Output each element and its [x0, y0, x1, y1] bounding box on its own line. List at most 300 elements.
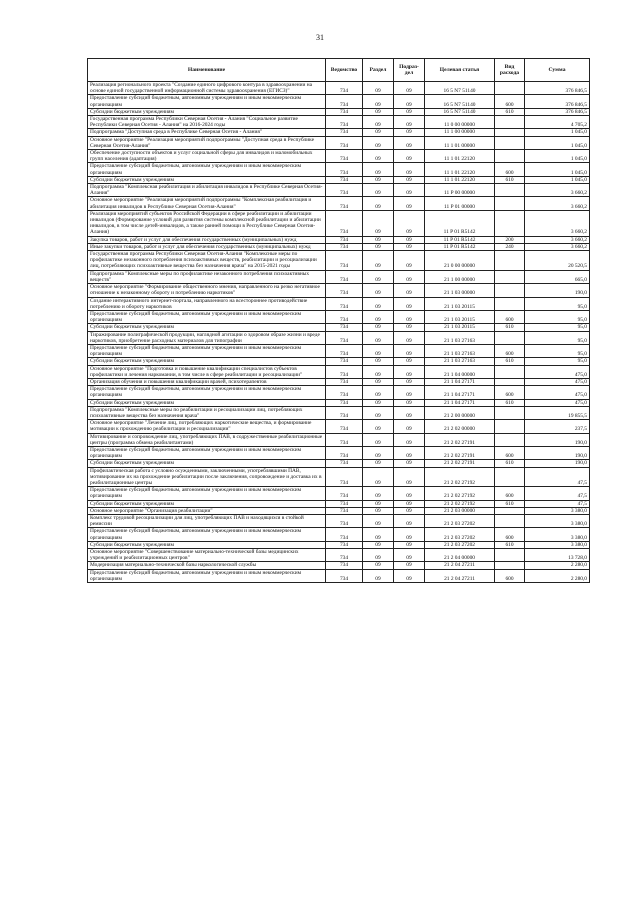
table-row — [88, 251, 590, 271]
table-cell-name: Подпрограмма "Комплексные меры по реабилитации и ресоциализации лиц, потребляющих психоактивные вещества без назначения врача" — [88, 406, 326, 419]
table-cell-section: 09 — [363, 344, 394, 357]
table-cell-section: 09 — [363, 515, 394, 528]
table-cell-exp-type — [495, 251, 525, 271]
table-cell-subsection: 09 — [394, 507, 425, 514]
table-cell-exp-type: 240 — [495, 243, 525, 250]
table-cell-amount: 3 660,2 — [525, 197, 590, 210]
table-cell-section: 09 — [363, 378, 394, 385]
table-cell-name: Тиражирование полиграфической продукции, наглядной агитации о здоровом образе жизни и вреде наркотиков, приобретение расходных материалов для типографии — [88, 331, 326, 344]
table-cell-exp-type: 610 — [495, 399, 525, 406]
table-cell-dept: 734 — [326, 129, 363, 136]
table-cell-target: 21 2 03 27202 — [425, 515, 495, 528]
table-cell-exp-type — [495, 365, 525, 378]
table-cell-name: Подпрограмма "Комплексные меры по профилактике незаконного потребления психоактивных веществ" — [88, 270, 326, 283]
table-cell-section: 09 — [363, 95, 394, 108]
table-cell-name: Субсидии бюджетным учреждениям — [88, 176, 326, 183]
table-row — [88, 310, 590, 323]
table-cell-amount: 1 045,0 — [525, 150, 590, 163]
table-cell-dept: 734 — [326, 515, 363, 528]
table-cell-exp-type: 610 — [495, 324, 525, 331]
table-row — [88, 406, 590, 419]
table-cell-exp-type — [495, 549, 525, 562]
table-cell-amount: 95,0 — [525, 297, 590, 310]
table-cell-section: 09 — [363, 297, 394, 310]
table-cell-name: Предоставление субсидий бюджетным, автономным учреждениям и иным некоммерческим организациям — [88, 569, 326, 582]
table-cell-target: 21 1 04 27171 — [425, 386, 495, 399]
table-cell-dept: 734 — [326, 150, 363, 163]
table-cell-exp-type: 610 — [495, 460, 525, 467]
table-row — [88, 82, 590, 95]
table-row — [88, 324, 590, 331]
header-amount: Сумма — [525, 59, 590, 82]
table-cell-subsection: 09 — [394, 95, 425, 108]
table-cell-subsection: 09 — [394, 378, 425, 385]
table-cell-section: 09 — [363, 549, 394, 562]
table-cell-target: 11 1 01 22120 — [425, 176, 495, 183]
table-cell-amount: 3 380,0 — [525, 515, 590, 528]
table-cell-dept: 734 — [326, 184, 363, 197]
table-cell-dept: 734 — [326, 251, 363, 271]
table-cell-amount: 19 855,5 — [525, 406, 590, 419]
table-cell-target: 21 2 02 27191 — [425, 446, 495, 459]
table-cell-name: Субсидии бюджетным учреждениям — [88, 358, 326, 365]
table-cell-section: 09 — [363, 136, 394, 149]
table-cell-subsection: 09 — [394, 284, 425, 297]
table-cell-section: 09 — [363, 108, 394, 115]
table-cell-amount: 475,0 — [525, 378, 590, 385]
table-cell-target: 21 2 02 27191 — [425, 433, 495, 446]
table-cell-exp-type — [495, 406, 525, 419]
header-section: Раздел — [363, 59, 394, 82]
table-cell-target: 21 1 03 20115 — [425, 310, 495, 323]
table-cell-dept: 734 — [326, 386, 363, 399]
table-cell-target: 21 0 00 00000 — [425, 251, 495, 271]
table-cell-name: Предоставление субсидий бюджетным, автономным учреждениям и иным некоммерческим организациям — [88, 163, 326, 176]
table-row — [88, 210, 590, 236]
header-subsection: Подраз-дел — [394, 59, 425, 82]
table-cell-section: 09 — [363, 562, 394, 569]
table-cell-exp-type: 610 — [495, 358, 525, 365]
table-cell-exp-type — [495, 150, 525, 163]
table-cell-dept: 734 — [326, 270, 363, 283]
table-cell-name: Реализация мероприятий субъектов Российской Федерации в сфере реабилитации и абилитации инвалидов (Формирование условий для развития системы комплексной реабилитации и абилитации инвалидов, в том числе детей-инвалидов, а также ранней помощи в Республике Северная Осетия-Алания) — [88, 210, 326, 236]
table-cell-target: 21 1 03 27163 — [425, 344, 495, 357]
table-cell-amount: 3 380,0 — [525, 541, 590, 548]
table-cell-section: 09 — [363, 331, 394, 344]
table-row — [88, 136, 590, 149]
table-row — [88, 358, 590, 365]
table-cell-target: 21 1 04 27171 — [425, 378, 495, 385]
table-cell-dept: 734 — [326, 116, 363, 129]
table-cell-section: 09 — [363, 236, 394, 243]
table-cell-target: 21 1 04 00000 — [425, 365, 495, 378]
table-row — [88, 515, 590, 528]
table-cell-section: 09 — [363, 163, 394, 176]
table-row — [88, 176, 590, 183]
table-cell-amount: 1 045,0 — [525, 163, 590, 176]
table-row — [88, 446, 590, 459]
table-cell-amount: 3 380,0 — [525, 528, 590, 541]
table-cell-amount: 475,0 — [525, 399, 590, 406]
table-cell-exp-type: 600 — [495, 528, 525, 541]
table-cell-exp-type: 600 — [495, 487, 525, 500]
table-row — [88, 569, 590, 582]
table-cell-subsection: 09 — [394, 150, 425, 163]
table-cell-name: Организация обучения и повышения квалификации врачей, психотерапевтов — [88, 378, 326, 385]
table-cell-target: 21 2 02 27192 — [425, 467, 495, 487]
table-cell-target: 16 5 N7 51140 — [425, 108, 495, 115]
table-row — [88, 129, 590, 136]
table-cell-name: Предоставление субсидий бюджетным, автономным учреждениям и иным некоммерческим организациям — [88, 446, 326, 459]
table-cell-dept: 734 — [326, 95, 363, 108]
table-cell-amount: 47,5 — [525, 500, 590, 507]
table-cell-name: Модернизация материально-технической базы наркологической службы — [88, 562, 326, 569]
table-cell-target: 21 2 04 27211 — [425, 569, 495, 582]
table-cell-target: 21 2 04 27211 — [425, 562, 495, 569]
table-cell-exp-type: 610 — [495, 541, 525, 548]
table-cell-subsection: 09 — [394, 406, 425, 419]
table-cell-section: 09 — [363, 406, 394, 419]
table-cell-dept: 734 — [326, 82, 363, 95]
table-row — [88, 460, 590, 467]
table-cell-exp-type — [495, 82, 525, 95]
table-cell-subsection: 09 — [394, 82, 425, 95]
table-cell-subsection: 09 — [394, 515, 425, 528]
table-cell-target: 11 P 00 00000 — [425, 184, 495, 197]
table-cell-name: Иные закупки товаров, работ и услуг для обеспечения государственных (муниципальных) нужд — [88, 243, 326, 250]
table-cell-name: Реализация регионального проекта "Создание единого цифрового контура в здравоохранении на основе единой государственной информационной системы здравоохранения (ЕГИСЗ)" — [88, 82, 326, 95]
table-cell-exp-type — [495, 562, 525, 569]
table-cell-exp-type — [495, 378, 525, 385]
table-cell-dept: 734 — [326, 108, 363, 115]
table-cell-exp-type: 610 — [495, 176, 525, 183]
table-cell-target: 21 2 02 27192 — [425, 500, 495, 507]
table-cell-dept: 734 — [326, 500, 363, 507]
table-cell-amount: 237,5 — [525, 420, 590, 433]
table-cell-exp-type: 600 — [495, 344, 525, 357]
table-row — [88, 378, 590, 385]
table-cell-amount: 1 045,0 — [525, 176, 590, 183]
table-row — [88, 284, 590, 297]
header-name: Наименование — [88, 59, 326, 82]
table-cell-name: Комплекс трудовой ресоциализации для лиц, употребляющих ПАВ и находящихся в стойкой ремиссии — [88, 515, 326, 528]
budget-table — [87, 58, 590, 583]
table-cell-section: 09 — [363, 116, 394, 129]
table-cell-subsection: 09 — [394, 386, 425, 399]
table-cell-name: Основное мероприятие "Подготовка и повышение квалификации специалистов субъектов профилактики и лечения наркомании, в том числе в сфере реабилитации и ресоциализации" — [88, 365, 326, 378]
table-cell-dept: 734 — [326, 284, 363, 297]
table-cell-name: Предоставление субсидий бюджетным, автономным учреждениям и иным некоммерческим организациям — [88, 487, 326, 500]
table-cell-amount: 1 045,0 — [525, 129, 590, 136]
table-cell-subsection: 09 — [394, 446, 425, 459]
table-cell-dept: 734 — [326, 324, 363, 331]
table-cell-exp-type — [495, 270, 525, 283]
table-cell-subsection: 09 — [394, 197, 425, 210]
table-row — [88, 236, 590, 243]
table-cell-subsection: 09 — [394, 243, 425, 250]
table-row — [88, 243, 590, 250]
table-cell-amount: 376 846,5 — [525, 108, 590, 115]
table-cell-name: Субсидии бюджетным учреждениям — [88, 324, 326, 331]
table-cell-section: 09 — [363, 82, 394, 95]
table-cell-subsection: 09 — [394, 420, 425, 433]
table-cell-name: Обеспечение доступности объектов и услуг социальной сферы для инвалидов и маломобильных групп населения (адаптация) — [88, 150, 326, 163]
table-cell-amount: 3 380,0 — [525, 507, 590, 514]
table-cell-target: 21 1 03 00000 — [425, 284, 495, 297]
table-cell-subsection: 09 — [394, 163, 425, 176]
table-cell-target: 21 1 03 20115 — [425, 324, 495, 331]
table-cell-exp-type — [495, 116, 525, 129]
table-cell-section: 09 — [363, 310, 394, 323]
table-cell-target: 11 P 01 R5142 — [425, 210, 495, 236]
table-row — [88, 197, 590, 210]
table-cell-exp-type — [495, 433, 525, 446]
header-exp-type: Вид расхода — [495, 59, 525, 82]
table-cell-section: 09 — [363, 150, 394, 163]
table-row — [88, 150, 590, 163]
table-row — [88, 467, 590, 487]
table-cell-target: 16 5 N7 51140 — [425, 95, 495, 108]
table-cell-subsection: 09 — [394, 460, 425, 467]
table-cell-name: Основное мероприятие "Реализация мероприятий подпрограммы "Комплексная реабилитация и абилитация инвалидов в Республике Северная Осетия-Алания" — [88, 197, 326, 210]
table-cell-name: Закупка товаров, работ и услуг для обеспечения государственных (муниципальных) нужд — [88, 236, 326, 243]
table-cell-subsection: 09 — [394, 569, 425, 582]
header-dept: Ведомство — [326, 59, 363, 82]
table-cell-amount: 475,0 — [525, 386, 590, 399]
table-cell-amount: 95,0 — [525, 310, 590, 323]
table-cell-subsection: 09 — [394, 467, 425, 487]
table-cell-subsection: 09 — [394, 324, 425, 331]
table-cell-section: 09 — [363, 446, 394, 459]
table-cell-dept: 734 — [326, 569, 363, 582]
table-cell-dept: 734 — [326, 541, 363, 548]
table-cell-subsection: 09 — [394, 297, 425, 310]
table-cell-name: Подпрограмма "Доступная среда в Республике Северная Осетия - Алания" — [88, 129, 326, 136]
table-cell-dept: 734 — [326, 331, 363, 344]
table-cell-name: Государственная программа Республики Северная Осетия - Алания "Социальное развитие Республики Северная Осетия - Алания" на 2016-2024 годы — [88, 116, 326, 129]
table-cell-target: 21 1 04 27171 — [425, 399, 495, 406]
table-cell-amount: 3 660,2 — [525, 236, 590, 243]
table-cell-amount: 95,0 — [525, 331, 590, 344]
table-cell-dept: 734 — [326, 406, 363, 419]
table-cell-amount: 190,0 — [525, 433, 590, 446]
table-cell-name: Основное мероприятие "Лечение лиц, потребляющих наркотические вещества, и формирование мотивации к прохождению реабилитации и ресоциализации" — [88, 420, 326, 433]
table-cell-dept: 734 — [326, 236, 363, 243]
table-cell-target: 21 1 00 00000 — [425, 270, 495, 283]
table-cell-subsection: 09 — [394, 129, 425, 136]
table-cell-section: 09 — [363, 176, 394, 183]
table-row — [88, 184, 590, 197]
table-cell-section: 09 — [363, 386, 394, 399]
table-cell-exp-type — [495, 284, 525, 297]
table-row — [88, 433, 590, 446]
table-cell-target: 11 P 01 R5142 — [425, 236, 495, 243]
table-row — [88, 365, 590, 378]
table-cell-amount: 475,0 — [525, 365, 590, 378]
table-row — [88, 420, 590, 433]
table-cell-dept: 734 — [326, 562, 363, 569]
header-target: Целевая статья — [425, 59, 495, 82]
page-number: 31 — [316, 33, 324, 42]
table-row — [88, 507, 590, 514]
table-cell-section: 09 — [363, 500, 394, 507]
table-cell-section: 09 — [363, 569, 394, 582]
table-cell-name: Субсидии бюджетным учреждениям — [88, 541, 326, 548]
table-cell-subsection: 09 — [394, 562, 425, 569]
table-row — [88, 270, 590, 283]
table-row — [88, 487, 590, 500]
table-cell-exp-type — [495, 515, 525, 528]
table-cell-exp-type: 200 — [495, 236, 525, 243]
table-row — [88, 500, 590, 507]
table-row — [88, 562, 590, 569]
table-cell-exp-type: 600 — [495, 310, 525, 323]
table-cell-name: Субсидии бюджетным учреждениям — [88, 460, 326, 467]
table-cell-amount: 3 660,2 — [525, 243, 590, 250]
table-cell-amount: 190,0 — [525, 446, 590, 459]
table-cell-section: 09 — [363, 507, 394, 514]
table-cell-dept: 734 — [326, 136, 363, 149]
table-row — [88, 331, 590, 344]
table-header-row — [88, 59, 590, 82]
table-cell-dept: 734 — [326, 163, 363, 176]
table-cell-section: 09 — [363, 365, 394, 378]
table-cell-section: 09 — [363, 467, 394, 487]
table-cell-amount: 13 728,0 — [525, 549, 590, 562]
table-cell-subsection: 09 — [394, 136, 425, 149]
table-cell-subsection: 09 — [394, 310, 425, 323]
table-cell-amount: 95,0 — [525, 344, 590, 357]
table-cell-subsection: 09 — [394, 549, 425, 562]
table-row — [88, 344, 590, 357]
table-cell-name: Субсидии бюджетным учреждениям — [88, 500, 326, 507]
table-cell-name: Основное мероприятие "Совершенствование материально-технической базы медицинских учреждений и реабилитационных центров" — [88, 549, 326, 562]
table-cell-target: 11 1 01 22120 — [425, 163, 495, 176]
table-cell-target: 21 2 04 00000 — [425, 549, 495, 562]
table-cell-subsection: 09 — [394, 358, 425, 365]
table-row — [88, 95, 590, 108]
table-cell-section: 09 — [363, 270, 394, 283]
table-cell-section: 09 — [363, 528, 394, 541]
table-cell-section: 09 — [363, 399, 394, 406]
table-cell-target: 11 1 00 00000 — [425, 129, 495, 136]
table-cell-exp-type — [495, 507, 525, 514]
table-cell-exp-type: 600 — [495, 446, 525, 459]
table-cell-dept: 734 — [326, 176, 363, 183]
table-cell-target: 21 2 02 27191 — [425, 460, 495, 467]
table-cell-dept: 734 — [326, 420, 363, 433]
table-cell-dept: 734 — [326, 197, 363, 210]
table-cell-dept: 734 — [326, 358, 363, 365]
table-row — [88, 108, 590, 115]
table-cell-target: 21 2 02 00000 — [425, 420, 495, 433]
table-cell-amount: 47,5 — [525, 487, 590, 500]
table-cell-exp-type: 600 — [495, 386, 525, 399]
table-cell-exp-type: 600 — [495, 569, 525, 582]
table-cell-amount: 95,0 — [525, 358, 590, 365]
table-cell-exp-type: 610 — [495, 108, 525, 115]
table-cell-section: 09 — [363, 284, 394, 297]
table-cell-dept: 734 — [326, 344, 363, 357]
table-cell-amount: 190,0 — [525, 460, 590, 467]
table-cell-target: 11 P 01 R5142 — [425, 243, 495, 250]
table-cell-subsection: 09 — [394, 399, 425, 406]
table-cell-dept: 734 — [326, 467, 363, 487]
table-cell-target: 21 1 03 20115 — [425, 297, 495, 310]
table-cell-name: Основное мероприятие "Реализация мероприятий подпрограммы "Доступная среда в Республике Северная Осетия-Алания" — [88, 136, 326, 149]
table-cell-subsection: 09 — [394, 331, 425, 344]
table-cell-target: 21 2 03 00000 — [425, 507, 495, 514]
table-cell-amount: 95,0 — [525, 324, 590, 331]
table-cell-name: Государственная программа Республики Северная Осетия-Алания "Комплексные меры по профилактике незаконного потребления психоактивных веществ, реабилитации и ресоциализации лиц, потребляющих психоактивные вещества без назначения врача" на 2015-2021 годы — [88, 251, 326, 271]
table-cell-name: Предоставление субсидий бюджетным, автономным учреждениям и иным некоммерческим организациям — [88, 386, 326, 399]
table-cell-subsection: 09 — [394, 487, 425, 500]
table-cell-subsection: 09 — [394, 365, 425, 378]
table-cell-name: Предоставление субсидий бюджетным, автономным учреждениям и иным некоммерческим организациям — [88, 344, 326, 357]
table-row — [88, 549, 590, 562]
table-cell-dept: 734 — [326, 378, 363, 385]
table-cell-target: 11 0 00 00000 — [425, 116, 495, 129]
table-cell-name: Основное мероприятие "Организация реабилитации" — [88, 507, 326, 514]
table-cell-amount: 2 280,0 — [525, 562, 590, 569]
table-cell-exp-type — [495, 331, 525, 344]
table-cell-target: 21 2 00 00000 — [425, 406, 495, 419]
table-cell-amount: 4 705,2 — [525, 116, 590, 129]
table-cell-subsection: 09 — [394, 500, 425, 507]
table-cell-subsection: 09 — [394, 528, 425, 541]
table-row — [88, 116, 590, 129]
table-cell-section: 09 — [363, 460, 394, 467]
table-cell-exp-type: 610 — [495, 500, 525, 507]
table-cell-subsection: 09 — [394, 251, 425, 271]
table-cell-dept: 734 — [326, 460, 363, 467]
table-cell-exp-type — [495, 197, 525, 210]
table-cell-name: Создание интерактивного интернет-портала, направленного на всестороннее противодействие потреблению и обороту наркотиков — [88, 297, 326, 310]
table-cell-section: 09 — [363, 420, 394, 433]
table-cell-amount: 20 520,5 — [525, 251, 590, 271]
table-cell-amount: 1 045,0 — [525, 136, 590, 149]
table-row — [88, 528, 590, 541]
table-cell-subsection: 09 — [394, 176, 425, 183]
table-row — [88, 297, 590, 310]
table-cell-target: 16 5 N7 51140 — [425, 82, 495, 95]
table-row — [88, 399, 590, 406]
table-row — [88, 541, 590, 548]
table-cell-name: Мотивирование и сопровождение лиц, употребляющих ПАВ, в содружественные реабилитационные центры (программа обмена реабилитантами) — [88, 433, 326, 446]
table-cell-amount: 376 846,5 — [525, 82, 590, 95]
table-cell-name: Предоставление субсидий бюджетным, автономным учреждениям и иным некоммерческим организациям — [88, 528, 326, 541]
table-cell-exp-type: 600 — [495, 163, 525, 176]
table-cell-amount: 3 660,2 — [525, 184, 590, 197]
table-cell-name: Субсидии бюджетным учреждениям — [88, 108, 326, 115]
table-cell-name: Подпрограмма "Комплексная реабилитация и абилитация инвалидов в Республике Северная Осетия-Алания" — [88, 184, 326, 197]
table-cell-section: 09 — [363, 358, 394, 365]
table-cell-dept: 734 — [326, 487, 363, 500]
table-cell-name: Предоставление субсидий бюджетным, автономным учреждениям и иным некоммерческим организациям — [88, 310, 326, 323]
table-cell-amount: 2 280,0 — [525, 569, 590, 582]
table-cell-subsection: 09 — [394, 116, 425, 129]
table-cell-dept: 734 — [326, 210, 363, 236]
table-cell-name: Субсидии бюджетным учреждениям — [88, 399, 326, 406]
table-cell-section: 09 — [363, 433, 394, 446]
table-cell-section: 09 — [363, 487, 394, 500]
table-cell-subsection: 09 — [394, 210, 425, 236]
table-row — [88, 163, 590, 176]
table-cell-target: 21 1 03 27163 — [425, 358, 495, 365]
table-cell-section: 09 — [363, 324, 394, 331]
table-cell-dept: 734 — [326, 365, 363, 378]
table-cell-target: 11 1 01 00000 — [425, 136, 495, 149]
